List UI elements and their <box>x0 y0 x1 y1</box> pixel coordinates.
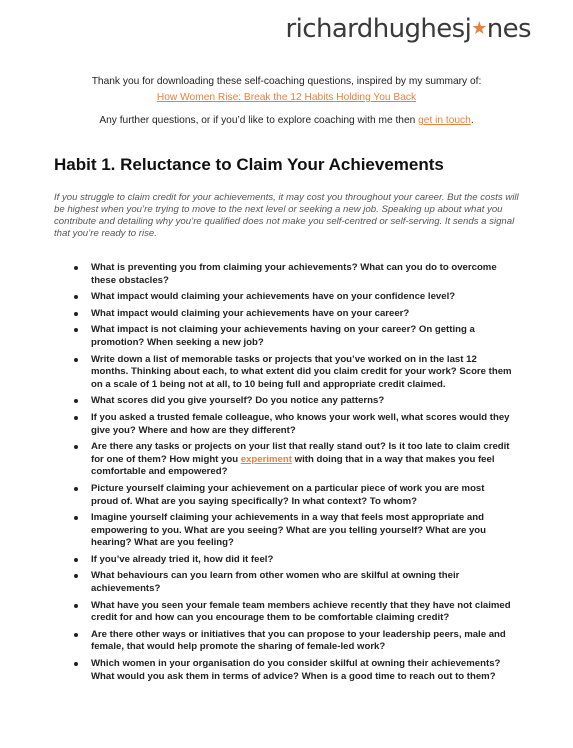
star-icon: ★ <box>471 18 487 39</box>
question-item: If you asked a trusted female colleague, who knows your work well, what scores would they give you? Where and how are they different? <box>74 412 514 437</box>
question-item: What is preventing you from claiming your achievements? What can you do to overcome these obstacles? <box>74 262 514 287</box>
habit-title: Habit 1. Reluctance to Claim Your Achievements <box>54 155 444 174</box>
experiment-link[interactable]: experiment <box>240 453 292 465</box>
brand-logo <box>286 14 531 44</box>
contact-text: Any further questions, or if you’d like to explore coaching with me then <box>99 115 419 126</box>
summary-link[interactable]: How Women Rise: Break the 12 Habits Holding You Back <box>156 92 417 103</box>
question-item: What impact is not claiming your achievements having on your career? On getting a promotion? When seeking a new job? <box>74 324 514 349</box>
habit-summary: If you struggle to claim credit for your achievements, it may cost you throughout your career. But the costs will be highest when you’re trying to move to the next level or seeking a new job. Speaking up about what you contribute and detailing why you’re qualified does not make you self-centred or self-serving. It sends a signal that you’re ready to rise. <box>54 192 519 240</box>
question-list <box>74 262 514 687</box>
question-item: What scores did you give yourself? Do you notice any patterns? <box>74 395 514 408</box>
contact-line <box>0 115 573 126</box>
get-in-touch-link[interactable]: get in touch <box>418 115 471 126</box>
question-item: Picture yourself claiming your achievement on a particular piece of work you are most proud of. What are you saying specifically? In what context? To whom? <box>74 483 514 508</box>
question-item: What behaviours can you learn from other women who are skilful at owning their achievements? <box>74 570 514 595</box>
contact-end: . <box>470 115 474 126</box>
question-item: Are there other ways or initiatives that you can propose to your leadership peers, male and female, that would help promote the sharing of female-led work? <box>74 629 514 654</box>
question-item: Imagine yourself claiming your achievements in a way that feels most appropriate and empowering to you. What are you seeing? What are you telling yourself? What are you hearing? What are you feeling? <box>74 512 514 550</box>
logo-text-start: richardhughesj <box>285 14 472 44</box>
question-item: Write down a list of memorable tasks or projects that you’ve worked on in the last 12 months. Thinking about each, to what extent did you claim credit for your work? Score them on a scale of 1 being not at all, to 10 being full and appropriate credit claimed. <box>74 354 514 392</box>
question-item: What impact would claiming your achievements have on your confidence level? <box>74 291 514 304</box>
question-item: What impact would claiming your achievements have on your career? <box>74 308 514 321</box>
logo-text-end: nes <box>486 14 531 44</box>
summary-link-line <box>0 92 573 103</box>
question-item: What have you seen your female team members achieve recently that they have not claimed credit for and how can you encourage them to be comfortable claiming credit? <box>74 600 514 625</box>
question-item <box>74 441 514 479</box>
question-text: Are there any tasks or projects on your list that really stand out? Is it too late to claim credit for one of them? How might you <box>91 441 510 465</box>
thanks-text: Thank you for downloading these self-coaching questions, inspired by my summary of: <box>91 76 482 87</box>
question-item: If you’ve already tried it, how did it feel? <box>74 554 514 567</box>
question-text: with doing that in a way that makes you feel comfortable and empowered? <box>91 453 495 478</box>
question-item: Which women in your organisation do you consider skilful at owning their achievements? What would you ask them in terms of advice? When is a good time to reach out to them? <box>74 658 514 683</box>
